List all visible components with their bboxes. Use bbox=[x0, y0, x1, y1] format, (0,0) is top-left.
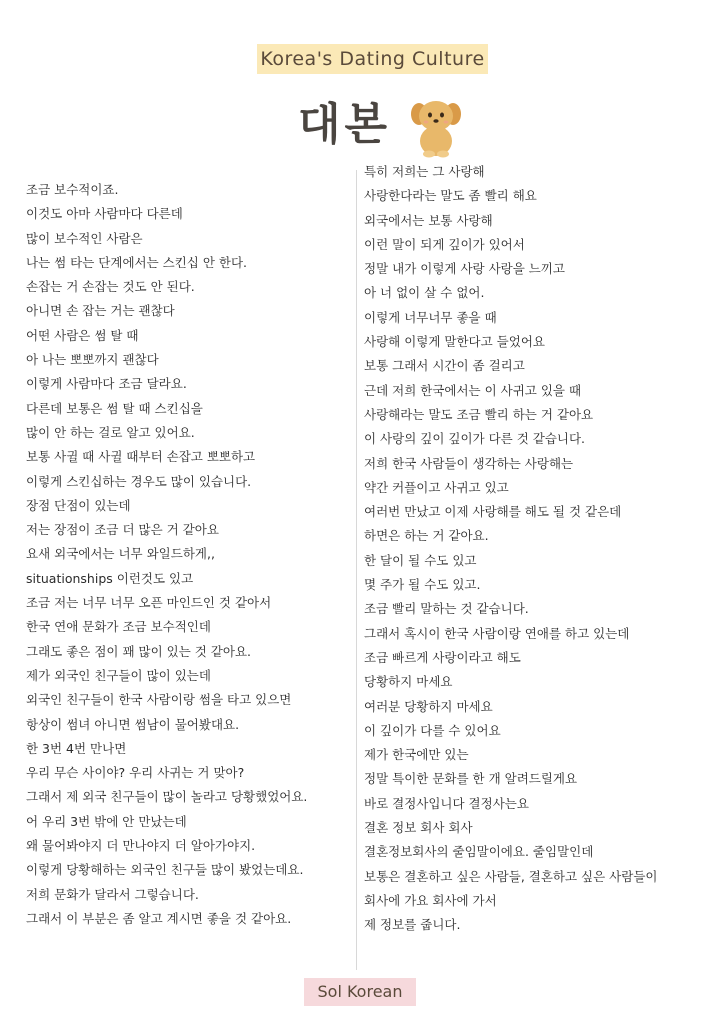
text-line: 저는 장점이 조금 더 많은 거 같아요 bbox=[26, 522, 219, 538]
text-line: 이렇게 당황해하는 외국인 친구들 많이 봤었는데요. bbox=[26, 862, 304, 878]
text-line: 보통은 결혼하고 싶은 사람들, 결혼하고 싶은 사람들이 bbox=[364, 868, 658, 884]
text-line: 정말 특이한 문화를 한 개 알려드릴게요 bbox=[364, 771, 578, 787]
text-line: 요새 외국에서는 너무 와일드하게,, bbox=[26, 546, 215, 562]
text-line: 조금 빠르게 사랑이라고 해도 bbox=[364, 649, 521, 665]
text-line: 제가 한국에만 있는 bbox=[364, 747, 469, 763]
text-line: 특히 저희는 그 사랑해 bbox=[364, 164, 485, 179]
text-line: 이런 말이 되게 깊이가 있어서 bbox=[364, 236, 525, 252]
text-line: 그래서 이 부분은 좀 알고 계시면 좋을 것 같아요. bbox=[26, 910, 292, 926]
text-line: 조금 저는 너무 너무 오픈 마인드인 것 같아서 bbox=[26, 595, 272, 611]
text-line: 아 나는 뽀뽀까지 괜찮다 bbox=[26, 352, 159, 368]
text-line: 여러번 만났고 이제 사랑해를 해도 될 것 같은데 bbox=[364, 504, 622, 520]
left-text-column bbox=[26, 178, 307, 931]
text-line: 보통 사귈 때 사귈 때부터 손잡고 뽀뽀하고 bbox=[26, 449, 256, 465]
main-title: 대본 bbox=[298, 99, 392, 150]
text-line: 결혼 정보 회사 회사 bbox=[364, 820, 473, 836]
text-line: 장점 단점이 있는데 bbox=[26, 497, 131, 513]
text-line: 항상이 썸녀 아니면 썸남이 물어봤대요. bbox=[26, 716, 240, 732]
footer-brand: Sol Korean bbox=[304, 978, 416, 1006]
text-line: 결혼정보회사의 줄임말이에요. 줄임말인데 bbox=[364, 844, 594, 860]
text-line: 근데 저희 한국에서는 이 사귀고 있을 때 bbox=[364, 382, 582, 398]
text-line: 사랑해라는 말도 조금 빨리 하는 거 같아요 bbox=[364, 406, 594, 422]
text-line: 회사에 가요 회사에 가서 bbox=[364, 892, 497, 908]
text-line: 제가 외국인 친구들이 많이 있는데 bbox=[26, 667, 211, 683]
text-line: 나는 썸 타는 단계에서는 스킨십 안 한다. bbox=[26, 254, 248, 270]
text-line: 외국에서는 보통 사랑해 bbox=[364, 212, 493, 228]
text-line: 저희 한국 사람들이 생각하는 사랑해는 bbox=[364, 455, 574, 471]
page-header-title: Korea's Dating Culture bbox=[257, 44, 488, 74]
text-line: 조금 보수적이죠. bbox=[26, 182, 119, 197]
text-line: 이 깊이가 다를 수 있어요 bbox=[364, 722, 501, 738]
text-line: 이렇게 스킨십하는 경우도 많이 있습니다. bbox=[26, 473, 252, 489]
text-line: 다른데 보통은 썸 탈 때 스킨십을 bbox=[26, 400, 203, 416]
text-line: 하면은 하는 거 같아요. bbox=[364, 528, 489, 544]
text-line: 아니면 손 잡는 거는 괜찮다 bbox=[26, 303, 175, 319]
text-line: 당황하지 마세요 bbox=[364, 674, 453, 690]
text-line: 이렇게 사람마다 조금 달라요. bbox=[26, 376, 187, 392]
text-line: 약간 커플이고 사귀고 있고 bbox=[364, 479, 509, 495]
text-line: 이렇게 너무너무 좋을 때 bbox=[364, 309, 497, 325]
text-line: 외국인 친구들이 한국 사람이랑 썸을 타고 있으면 bbox=[26, 692, 292, 708]
text-line: 우리 무슨 사이야? 우리 사귀는 거 맞아? bbox=[26, 765, 245, 781]
text-line: 이것도 아마 사람마다 다른데 bbox=[26, 206, 183, 222]
right-text-column bbox=[364, 160, 657, 938]
puppy-icon bbox=[410, 96, 462, 158]
column-divider bbox=[356, 170, 357, 970]
text-line: 정말 내가 이렇게 사랑 사랑을 느끼고 bbox=[364, 261, 565, 277]
text-line: 보통 그래서 시간이 좀 걸리고 bbox=[364, 358, 525, 374]
text-line: 이 사랑의 깊이 깊이가 다른 것 같습니다. bbox=[364, 431, 586, 447]
text-line: 저희 문화가 달라서 그렇습니다. bbox=[26, 886, 199, 902]
text-line: 많이 보수적인 사람은 bbox=[26, 230, 143, 246]
text-line: 어 우리 3번 밖에 안 만났는데 bbox=[26, 813, 187, 829]
text-line: 사랑해 이렇게 말한다고 들었어요 bbox=[364, 334, 545, 350]
text-line: 사랑한다라는 말도 좀 빨리 해요 bbox=[364, 188, 537, 204]
text-line: 한국 연애 문화가 조금 보수적인데 bbox=[26, 619, 211, 635]
text-line: 몇 주가 될 수도 있고. bbox=[364, 577, 481, 593]
text-line: 그래서 혹시이 한국 사람이랑 연애를 하고 있는데 bbox=[364, 625, 630, 641]
text-line: 많이 안 하는 걸로 알고 있어요. bbox=[26, 424, 195, 440]
text-line: 조금 빨리 말하는 것 같습니다. bbox=[364, 601, 529, 617]
text-line: 바로 결정사입니다 결정사는요 bbox=[364, 795, 529, 811]
text-line: 제 정보를 줍니다. bbox=[364, 917, 461, 933]
text-line: 한 달이 될 수도 있고 bbox=[364, 552, 477, 568]
text-line: 한 3번 4번 만나면 bbox=[26, 740, 127, 756]
text-line: 손잡는 거 손잡는 것도 안 된다. bbox=[26, 279, 195, 295]
text-line: 아 너 없이 살 수 없어. bbox=[364, 285, 485, 301]
text-line: 여러분 당황하지 마세요 bbox=[364, 698, 493, 714]
text-line: 그래도 좋은 점이 꽤 많이 있는 것 같아요. bbox=[26, 643, 251, 659]
text-line: 왜 물어봐야지 더 만나야지 더 알아가야지. bbox=[26, 838, 256, 854]
text-line: 어떤 사람은 썸 탈 때 bbox=[26, 327, 139, 343]
text-line: 그래서 제 외국 친구들이 많이 놀라고 당황했었어요. bbox=[26, 789, 308, 805]
text-line: situationships 이런것도 있고 bbox=[26, 570, 194, 586]
